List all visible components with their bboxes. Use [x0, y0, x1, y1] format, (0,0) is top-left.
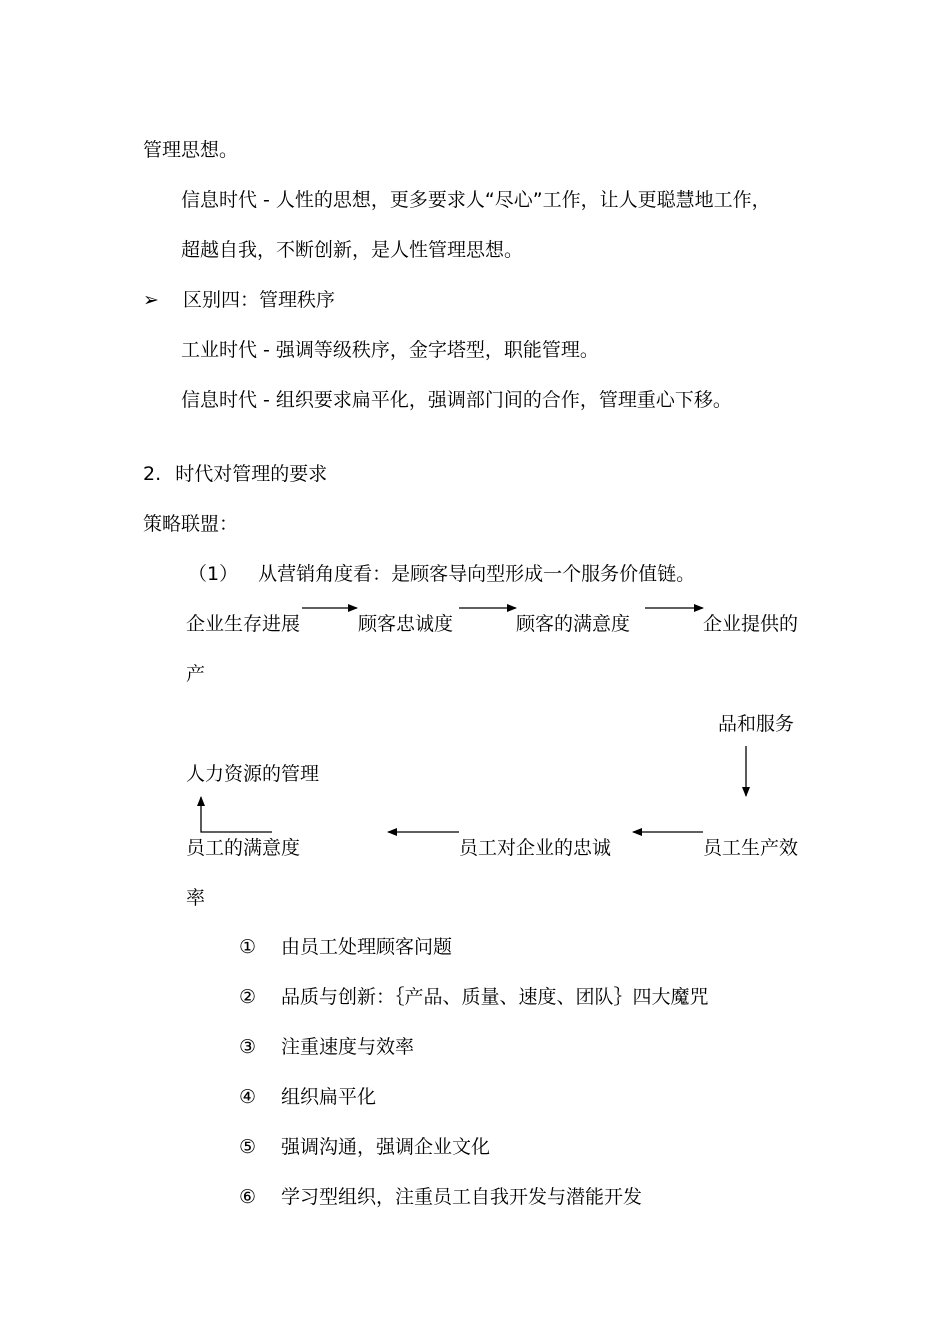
flow-node-productivity-wrap: 率	[186, 887, 206, 909]
paragraph-text: 信息时代 - 组织要求扁平化，强调部门间的合作，管理重心下移。	[181, 389, 732, 411]
list-item-text: 由员工处理顾客问题	[281, 936, 453, 958]
list-item	[239, 1035, 414, 1059]
list-marker: ④	[239, 1086, 257, 1108]
flow-node-satisfaction: 顾客的满意度	[516, 613, 631, 635]
paragraph-text: 策略联盟：	[143, 513, 239, 535]
flow-node-products-services: 品和服务	[718, 713, 795, 735]
list-item	[239, 985, 709, 1009]
list-item-text: 强调沟通，强调企业文化	[281, 1136, 491, 1158]
list-marker: ①	[239, 936, 257, 958]
paragraph-text: 工业时代 - 强调等级秩序，金字塔型，职能管理。	[181, 339, 599, 361]
section-number: 2.	[143, 463, 162, 485]
flow-node-loyalty: 顾客忠诚度	[358, 613, 454, 635]
bullet-text: 区别四：管理秩序	[183, 289, 336, 311]
paragraph-text: 管理思想。	[143, 139, 239, 161]
list-item	[239, 1135, 490, 1159]
flow-node-survival: 企业生存进展	[186, 613, 301, 635]
list-marker: ⑥	[239, 1186, 257, 1208]
arrow-bullet-icon: ➢	[143, 289, 159, 311]
flow-node-products: 企业提供的	[703, 613, 799, 635]
list-marker: ③	[239, 1036, 257, 1058]
list-item	[239, 1185, 642, 1209]
flow-node-productivity: 员工生产效	[703, 837, 799, 859]
flow-node-products-wrap: 产	[186, 663, 206, 685]
list-marker: ②	[239, 986, 257, 1008]
list-item-text: 组织扁平化	[281, 1086, 377, 1108]
sub-text: 从营销角度看：是顾客导向型形成一个服务价值链。	[258, 563, 696, 585]
flow-node-hr: 人力资源的管理	[186, 763, 320, 785]
paragraph-text: 超越自我，不断创新，是人性管理思想。	[181, 239, 524, 261]
arrow-up-icon	[201, 797, 272, 832]
sub-number: （1）	[188, 563, 239, 585]
list-item	[239, 935, 452, 959]
flow-node-employee-loyalty: 员工对企业的忠诚	[459, 837, 612, 859]
section-title: 时代对管理的要求	[175, 463, 328, 485]
flow-node-employee-satisfaction: 员工的满意度	[186, 837, 301, 859]
list-item-text: 品质与创新：｛产品、质量、速度、团队｝四大魔咒	[281, 986, 709, 1008]
list-item-text: 学习型组织，注重员工自我开发与潜能开发	[281, 1186, 643, 1208]
list-item	[239, 1085, 376, 1109]
paragraph-text: 信息时代 - 人性的思想，更多要求人“尽心”工作，让人更聪慧地工作，	[181, 189, 771, 211]
list-marker: ⑤	[239, 1136, 257, 1158]
list-item-text: 注重速度与效率	[281, 1036, 415, 1058]
